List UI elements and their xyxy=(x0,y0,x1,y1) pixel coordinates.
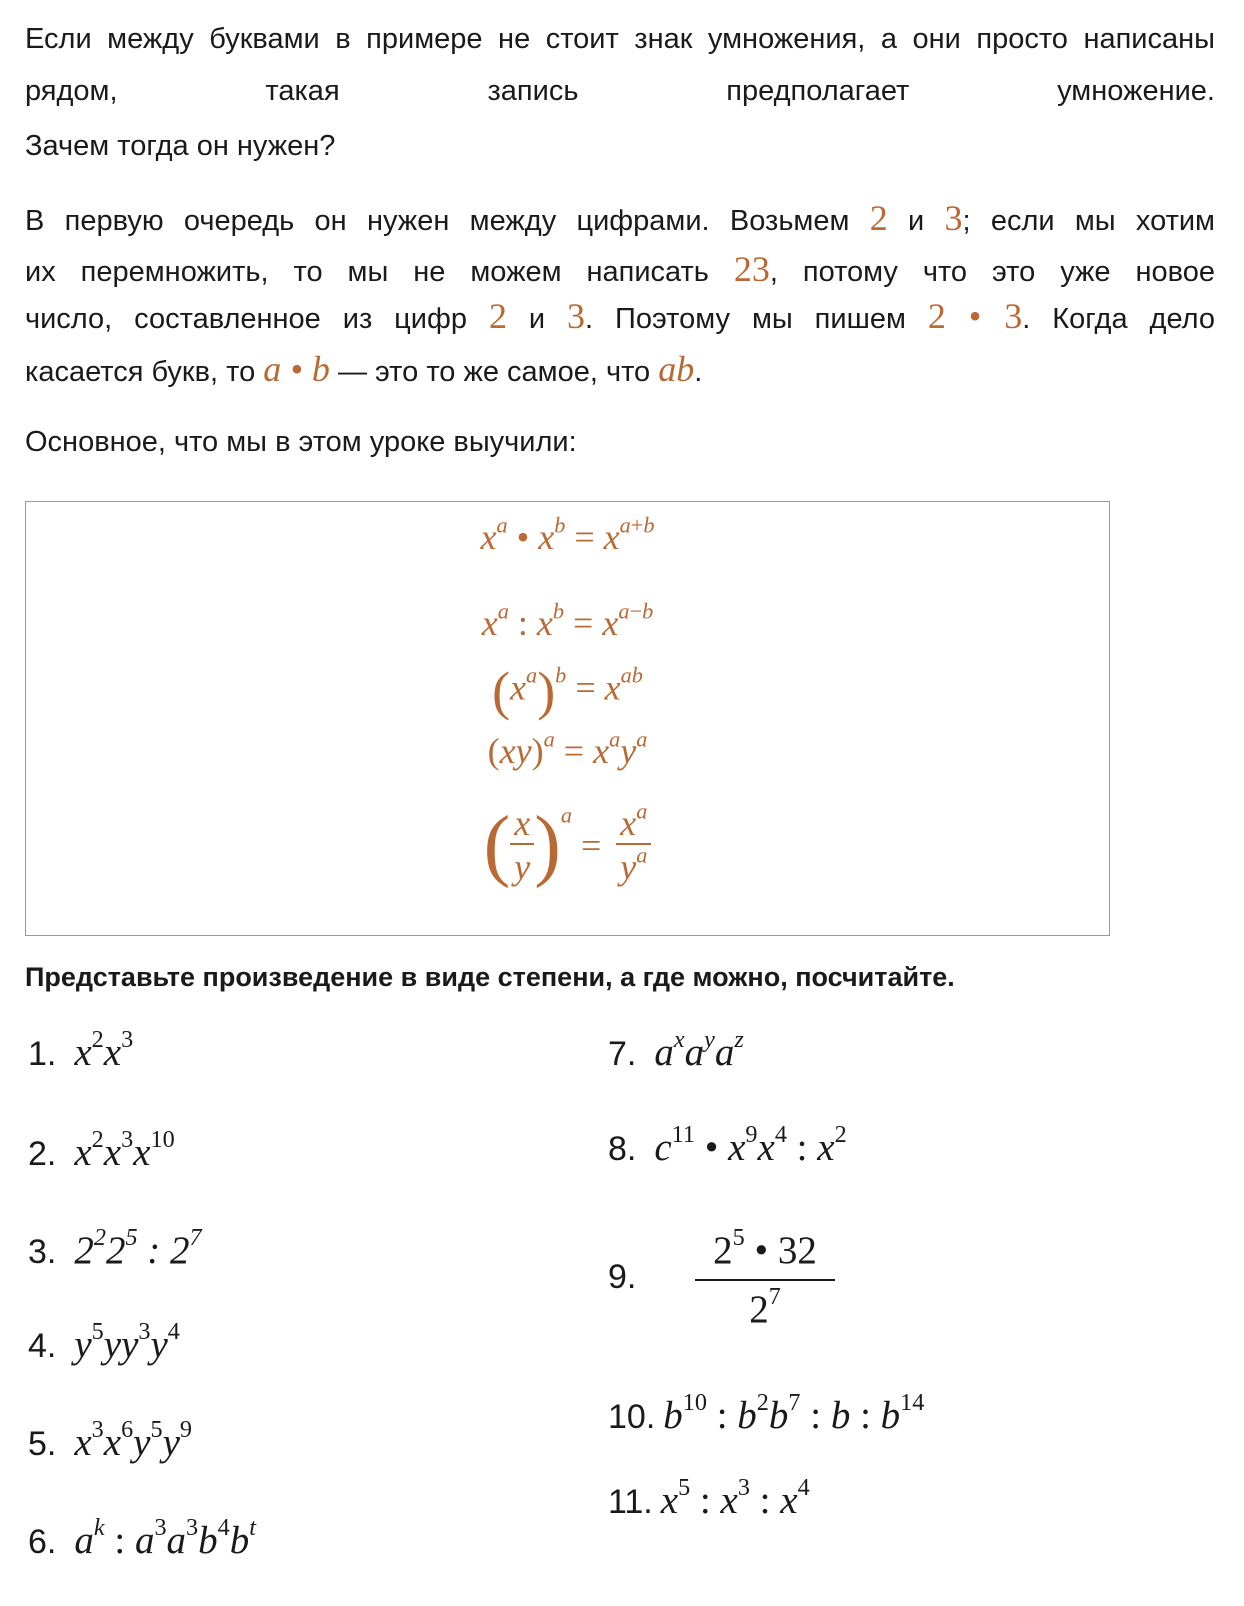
math-23: 23 xyxy=(733,249,770,289)
formula-power-of-power: $(x^a)^b = x^{ab}$ xyxy=(492,661,643,721)
paragraph-1 xyxy=(25,13,1215,117)
exercise-1: 1. $x^2x^3$ xyxy=(28,1025,134,1074)
math-2-dot-3: 2 • 3 xyxy=(927,296,1023,336)
text: и xyxy=(506,303,568,335)
exercise-9-fraction: $2^5$ • 32 $2^7$ xyxy=(695,1228,835,1332)
paragraph-1-text: Если между буквами в примере не стоит знак умножения, а они просто написаны рядом, такая запись предполагает умножение. xyxy=(25,23,1215,107)
paragraph-3-line-3 xyxy=(25,290,1215,345)
exercise-7: 7. $a^xa^ya^z$ xyxy=(608,1025,744,1074)
math-2: 2 xyxy=(488,296,507,336)
exercise-number: 10. xyxy=(608,1398,656,1436)
summary-title xyxy=(25,416,1215,468)
exercise-4: 4. $y^5yy^3y^4$ xyxy=(28,1317,180,1366)
text: касается букв, то xyxy=(25,356,264,388)
exercise-11: 11. $x^5$ : $x^3$ : $x^4$ xyxy=(608,1473,810,1522)
formula-quotient-rule: $x^a$ : $x^b = x^{a-b}$ xyxy=(481,598,654,643)
exercise-5: 5. $x^3x^6y^5y^9$ xyxy=(28,1415,192,1464)
task-heading xyxy=(25,962,955,993)
exercise-10: 10. $b^{10}$ : $b^2b^7$ : b : $b^{14}$ xyxy=(608,1388,925,1437)
exercise-number: 3. xyxy=(28,1233,57,1271)
text: — это то же самое, что xyxy=(329,356,659,388)
formula-power-of-product: $(xy)^a = x^ay^a$ xyxy=(487,726,648,771)
text: . Поэтому мы пишем xyxy=(585,303,928,335)
exercise-number: 9. xyxy=(608,1258,637,1296)
exercise-number: 4. xyxy=(28,1327,57,1365)
task-heading-text: Представьте произведение в виде степени, а где можно, посчитайте. xyxy=(25,962,955,992)
paragraph-2 xyxy=(25,120,1215,172)
exercise-number: 5. xyxy=(28,1425,57,1463)
paragraph-3-line-1 xyxy=(25,192,1215,247)
exercise-number: 2. xyxy=(28,1135,57,1173)
exercise-3: 3. $2^22^5$ : $2^7$ xyxy=(28,1223,202,1272)
paragraph-2-text: Зачем тогда он нужен? xyxy=(25,130,336,162)
exercise-number: 1. xyxy=(28,1035,57,1073)
summary-title-text: Основное, что мы в этом уроке выучили: xyxy=(25,426,577,458)
text: . xyxy=(694,356,703,388)
text: их перемножить, то мы не можем написать xyxy=(25,256,734,288)
text: число, составленное из цифр xyxy=(25,303,489,335)
exercise-2: 2. $x^2x^3x^{10}$ xyxy=(28,1125,175,1174)
math-2: 2 xyxy=(869,198,888,238)
paragraph-3-line-4 xyxy=(25,343,1215,398)
text: ; если мы хотим xyxy=(962,205,1215,237)
exercise-8: 8. $c^{11}$ • $x^9x^4$ : $x^2$ xyxy=(608,1120,847,1169)
exercise-6: 6. $a^k$ : $a^3a^3b^4b^t$ xyxy=(28,1513,256,1562)
text: , потому что это уже новое xyxy=(769,256,1215,288)
text: и xyxy=(887,205,945,237)
exercise-number: 7. xyxy=(608,1035,637,1073)
exercise-number: 11. xyxy=(608,1483,653,1521)
math-3: 3 xyxy=(567,296,586,336)
formula-box xyxy=(25,501,1110,936)
exercise-number: 8. xyxy=(608,1130,637,1168)
math-3: 3 xyxy=(944,198,963,238)
formula-power-of-quotient: ( $\frac{x}{y}$ )$^a$ = $\frac{x^a}{y^a}$ xyxy=(26,800,1109,891)
formula-product-rule: $x^a$ • $x^b = x^{a+b}$ xyxy=(480,512,655,557)
exercise-number: 6. xyxy=(28,1523,57,1561)
math-ab: ab xyxy=(658,349,695,389)
text: . Когда дело xyxy=(1022,303,1216,335)
text: В первую очередь он нужен между цифрами. Возьмем xyxy=(25,205,870,237)
exercise-9 xyxy=(608,1258,636,1297)
math-a-dot-b: a • b xyxy=(263,349,330,389)
